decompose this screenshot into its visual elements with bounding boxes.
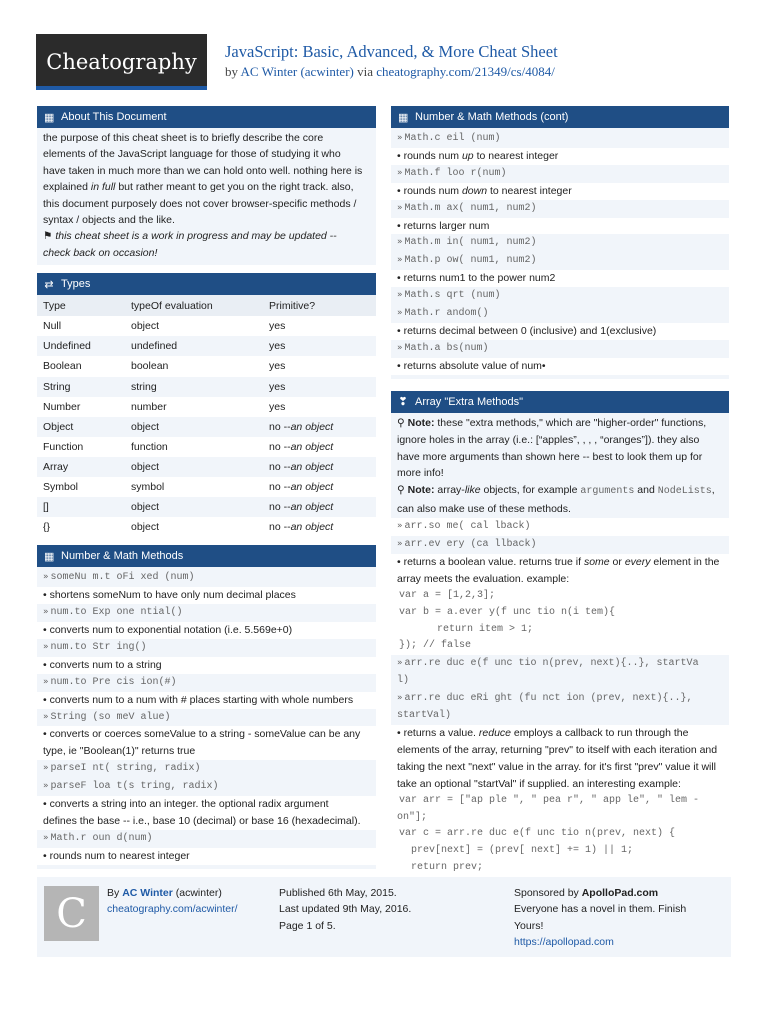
about-note-line: check back on occasion!	[43, 246, 158, 259]
table-cell	[263, 377, 376, 397]
method-signature	[43, 760, 370, 778]
table-cell: object	[125, 457, 263, 477]
about-line: syntax / objects and the like.	[43, 214, 175, 227]
table-cell	[263, 336, 376, 356]
array-note-line: more info!	[397, 467, 444, 480]
table-row	[37, 397, 376, 417]
code-text: arr.re duc eRi ght (fu nct ion (prev, next){..},	[404, 693, 693, 705]
table-cell: string	[125, 377, 263, 397]
chevron-right-icon: »	[43, 781, 49, 792]
code-text: parseF loa t(s tring, radix)	[50, 781, 219, 793]
description-line: take an optional "startVal" if supplied. an interesting example:	[391, 776, 729, 793]
method-signature	[397, 252, 723, 270]
method-description: • converts num to a num with # places starting with whole numbers	[37, 692, 376, 709]
note-text: objects, for example	[480, 484, 581, 497]
chevron-right-icon: »	[397, 693, 403, 704]
method-signature	[397, 234, 723, 252]
table-cell	[263, 316, 376, 336]
chevron-right-icon: »	[43, 607, 49, 618]
column-header: typeOf evaluation	[125, 295, 263, 316]
method-description: • converts a string into an integer. the optional radix argument	[37, 796, 376, 813]
cheatography-logo[interactable]: Cheatography	[36, 34, 207, 90]
method-description: • converts or coerces someValue to a string - someValue can be any	[37, 726, 376, 743]
chevron-right-icon: »	[397, 237, 403, 248]
code-text: parseI nt( string, radix)	[50, 763, 201, 775]
chevron-right-icon: »	[43, 676, 49, 687]
chevron-right-icon: »	[397, 202, 403, 213]
chevron-right-icon: »	[43, 832, 49, 843]
author-avatar[interactable]: C	[44, 886, 99, 941]
table-cell	[263, 437, 376, 457]
desc-emphasis: up	[461, 149, 474, 162]
chevron-right-icon: »	[397, 658, 403, 669]
code-line-wrap: l)	[397, 675, 410, 687]
description-line: array meets the evaluation. example:	[391, 571, 729, 588]
types-title: Types	[61, 278, 91, 291]
desc-emphasis: reduce	[478, 727, 511, 739]
code-text: Math.r oun d(num)	[50, 832, 153, 844]
table-row	[37, 477, 376, 497]
primitive-note: an object	[290, 481, 334, 494]
code-text: Math.a bs(num)	[404, 342, 489, 354]
about-section	[37, 106, 376, 265]
code-text: Math.r andom()	[404, 308, 489, 320]
chevron-right-icon: »	[397, 539, 403, 550]
desc-text: • rounds num	[397, 149, 462, 162]
sponsor-url[interactable]: https://apollopad.com	[514, 936, 614, 949]
page-header	[36, 34, 730, 90]
about-note	[43, 228, 370, 244]
desc-text: • returns a value.	[397, 727, 479, 739]
footer-sponsor	[514, 885, 686, 951]
sponsor-name[interactable]: ApolloPad.com	[581, 887, 659, 899]
method-signature	[397, 130, 723, 148]
note-label: Note:	[407, 416, 435, 429]
page-footer	[37, 877, 731, 957]
table-cell	[263, 417, 376, 437]
code-line	[391, 518, 729, 536]
math-cont-section	[391, 106, 729, 379]
about-line: elements of the JavaScript language for those of studying it who	[43, 148, 341, 161]
code-text: arr.so me( cal lback)	[404, 521, 531, 533]
table-cell: undefined	[125, 336, 263, 356]
about-line	[43, 179, 370, 195]
table-cell: object	[125, 417, 263, 437]
code-example-line: }); // false	[391, 638, 729, 655]
desc-text: employs a callback to run through the	[511, 727, 689, 739]
method-description: • converts num to a string	[37, 657, 376, 674]
method-description: type, ie "Boolean(1)" returns true	[37, 743, 376, 760]
code-text: Math.m ax( num1, num2)	[404, 202, 537, 214]
primitive-value: yes	[269, 320, 286, 333]
sponsor-tagline: Yours!	[514, 919, 544, 932]
method-signature	[397, 287, 723, 305]
description-line	[391, 554, 729, 571]
about-line: the purpose of this cheat sheet is to briefly describe the core	[43, 132, 324, 144]
math-header	[37, 545, 376, 567]
code-example-line: var arr = ["ap ple ", " pea r", " app le", " lem -	[391, 793, 729, 810]
note-emphasis: like	[464, 484, 481, 497]
desc-emphasis: some	[583, 555, 610, 568]
desc-text: • rounds num	[397, 184, 462, 197]
note-text: these "extra methods," which are "higher-order" functions,	[434, 416, 707, 429]
footer-author-link[interactable]: AC Winter	[122, 887, 173, 899]
primitive-value: yes	[269, 360, 286, 373]
lightbulb-icon: ⚲	[397, 416, 405, 429]
code-text: someNu m.t oFi xed (num)	[50, 572, 195, 584]
primitive-value: no --	[269, 440, 291, 453]
desc-text: to nearest integer	[487, 184, 572, 197]
array-note-line: can also make use of these methods.	[397, 503, 571, 516]
code-text: Math.c eil (num)	[404, 133, 501, 144]
code-line	[397, 536, 723, 554]
primitive-value: yes	[269, 340, 286, 353]
method-description: • shortens someNum to have only num decimal places	[37, 587, 376, 604]
code-text: Math.p ow( num1, num2)	[404, 255, 537, 267]
types-table	[37, 295, 376, 537]
sheet-url-link[interactable]: cheatography.com/21349/cs/4084/	[376, 64, 555, 79]
code-line	[397, 690, 723, 708]
code-example-line: return prev;	[391, 860, 729, 877]
table-cell: object	[125, 316, 263, 336]
code-line	[397, 655, 723, 673]
table-icon: ▦	[44, 550, 55, 563]
desc-text: element in the	[650, 555, 720, 568]
document-icon: ▦	[44, 111, 55, 124]
table-cell: []	[37, 497, 125, 517]
primitive-value: no --	[269, 501, 291, 514]
chevron-right-icon: »	[397, 308, 403, 319]
chevron-right-icon: »	[397, 255, 403, 266]
sponsor-tagline: Everyone has a novel in them. Finish	[514, 903, 687, 916]
code-line-wrap: startVal)	[397, 710, 452, 722]
page-title: JavaScript: Basic, Advanced, & More Cheat Sheet	[225, 42, 558, 61]
primitive-value: no --	[269, 420, 291, 433]
table-row	[37, 497, 376, 517]
primitive-value: yes	[269, 380, 286, 393]
table-cell: object	[125, 517, 263, 537]
code-text: Math.f loo r(num)	[404, 167, 507, 179]
sponsor-label: Sponsored by	[514, 887, 582, 899]
desc-emphasis: every	[624, 555, 651, 568]
about-text: explained	[43, 181, 88, 194]
primitive-value: no --	[269, 481, 291, 494]
about-emphasis: in full	[90, 181, 116, 194]
code-example-line: prev[next] = (prev[ next] += 1) || 1;	[391, 843, 729, 860]
table-cell	[263, 356, 376, 376]
table-cell	[263, 517, 376, 537]
table-cell	[263, 397, 376, 417]
method-signature	[397, 200, 723, 218]
table-cell: number	[125, 397, 263, 417]
table-cell: Function	[37, 437, 125, 457]
table-cell: Undefined	[37, 336, 125, 356]
table-cell	[263, 477, 376, 497]
code-example-line: var a = [1,2,3];	[391, 588, 729, 605]
about-text: but rather meant to get you on the right track. also,	[118, 181, 354, 194]
method-signature	[397, 165, 723, 183]
array-note-line: have more arguments than shown here -- best to look them up for	[397, 450, 703, 463]
byline-prefix: by	[225, 64, 238, 79]
primitive-note: an object	[290, 460, 334, 473]
table-row	[37, 377, 376, 397]
pin-icon: ⚑	[43, 230, 53, 243]
footer-dates	[279, 885, 411, 934]
chevron-right-icon: »	[43, 711, 49, 722]
inline-code: arguments	[580, 486, 635, 498]
table-row	[37, 417, 376, 437]
table-row	[37, 457, 376, 477]
method-description: • returns larger num	[391, 218, 729, 235]
right-column	[391, 106, 729, 889]
table-cell: String	[37, 377, 125, 397]
chevron-right-icon: »	[397, 167, 403, 178]
table-row	[37, 437, 376, 457]
footer-by: By	[107, 887, 120, 899]
table-cell: Object	[37, 417, 125, 437]
code-example-line: var b = a.ever y(f unc tio n(i tem){	[391, 605, 729, 622]
desc-text: or	[609, 555, 625, 568]
chevron-right-icon: »	[43, 641, 49, 652]
megaphone-icon: ❣	[398, 396, 408, 409]
table-cell: boolean	[125, 356, 263, 376]
method-signature	[43, 674, 370, 692]
code-text: String (so meV alue)	[50, 711, 171, 723]
math-title: Number & Math Methods	[61, 550, 184, 563]
chevron-right-icon: »	[397, 342, 403, 353]
code-text: num.to Exp one ntial()	[50, 607, 183, 619]
footer-author-url[interactable]: cheatography.com/acwinter/	[107, 903, 238, 916]
table-cell: Number	[37, 397, 125, 417]
about-line: have taken in much more than we can hold onto well. nothing here is	[43, 164, 363, 177]
code-text: Math.s qrt (num)	[404, 290, 501, 302]
table-row	[37, 336, 376, 356]
method-signature	[43, 709, 370, 727]
method-signature	[43, 778, 370, 796]
inline-code: NodeLists	[657, 486, 712, 498]
chevron-right-icon: »	[43, 763, 49, 774]
method-signature	[43, 639, 370, 657]
primitive-note: an object	[290, 440, 334, 453]
desc-text: • returns a boolean value. returns true if	[397, 555, 584, 568]
code-text: num.to Pre cis ion(#)	[50, 676, 177, 688]
table-row	[37, 316, 376, 336]
code-example-line: on"];	[391, 810, 729, 827]
method-signature	[397, 305, 723, 323]
array-header	[391, 391, 729, 413]
column-header: Type	[37, 295, 125, 316]
method-description	[391, 183, 729, 200]
primitive-value: no --	[269, 460, 291, 473]
table-cell: Symbol	[37, 477, 125, 497]
table-row	[37, 356, 376, 376]
chevron-right-icon: »	[397, 133, 403, 143]
note-text: array-	[434, 484, 465, 497]
code-example-line: var c = arr.re duc e(f unc tio n(prev, next) {	[391, 826, 729, 843]
math-cont-header	[391, 106, 729, 128]
types-header	[37, 273, 376, 295]
description-line: elements of the array, returning "prev" to itself with each iteration and	[391, 742, 729, 759]
table-icon: ▦	[398, 111, 409, 124]
logo-accent-bar	[36, 86, 207, 90]
chevron-right-icon: »	[43, 572, 49, 583]
table-cell: {}	[37, 517, 125, 537]
updated-date: Last updated 9th May, 2016.	[279, 903, 412, 916]
math-section	[37, 545, 376, 868]
table-cell: symbol	[125, 477, 263, 497]
primitive-note: an object	[290, 501, 334, 514]
method-description: • rounds num to nearest integer	[37, 848, 376, 865]
method-signature	[43, 830, 370, 848]
math-cont-title: Number & Math Methods (cont)	[415, 111, 569, 123]
table-cell: object	[125, 497, 263, 517]
method-description: • returns decimal between 0 (inclusive) and 1(exclusive)	[391, 323, 729, 340]
about-line: this document purposely does not cover browser-specific methods /	[43, 197, 357, 210]
note-text: ,	[711, 484, 715, 497]
byline	[225, 64, 555, 80]
description-line: taking the next "next" value in the array. for it's first "prev" value it will	[391, 759, 729, 776]
array-section	[391, 391, 729, 881]
method-description: defines the base -- i.e., base 10 (decimal) or base 16 (hexadecimal).	[37, 813, 376, 830]
table-cell	[263, 457, 376, 477]
method-signature	[43, 604, 370, 622]
desc-text: to nearest integer	[473, 149, 559, 162]
byline-via: via	[357, 64, 373, 79]
note-label: Note:	[407, 484, 435, 497]
about-title: About This Document	[61, 111, 167, 123]
code-text: arr.ev ery (ca llback)	[404, 539, 537, 551]
desc-emphasis: down	[461, 184, 488, 197]
table-cell: Boolean	[37, 356, 125, 376]
array-note-line: ignore holes in the array (i.e.: [“apples”, , , , “oranges”]). they also	[397, 433, 700, 446]
page-number: Page 1 of 5.	[279, 919, 336, 932]
code-example-line: return item > 1;	[391, 622, 729, 639]
published-date: Published 6th May, 2015.	[279, 887, 397, 899]
footer-handle: (acwinter)	[172, 887, 222, 899]
method-description: • converts num to exponential notation (i.e. 5.569e+0)	[37, 622, 376, 639]
method-signature	[43, 569, 370, 587]
chevron-right-icon: »	[397, 521, 403, 532]
primitive-note: an object	[290, 420, 334, 433]
author-link[interactable]: AC Winter (acwinter)	[240, 64, 354, 79]
column-header: Primitive?	[263, 295, 376, 316]
table-cell: Null	[37, 316, 125, 336]
lightbulb-icon: ⚲	[397, 484, 405, 497]
method-description: • returns num1 to the power num2	[391, 270, 729, 287]
left-column	[37, 106, 376, 877]
code-text: arr.re duc e(f unc tio n(prev, next){..}, startVa	[404, 658, 699, 670]
table-cell: function	[125, 437, 263, 457]
primitive-value: yes	[269, 400, 286, 413]
code-text: num.to Str ing()	[50, 641, 147, 653]
note-text: and	[634, 484, 658, 497]
code-text: Math.m in( num1, num2)	[404, 237, 537, 249]
primitive-note: an object	[290, 521, 334, 534]
table-cell: Array	[37, 457, 125, 477]
method-description: • returns absolute value of num•	[391, 358, 729, 375]
description-line	[391, 725, 729, 742]
about-header	[37, 106, 376, 128]
array-note	[397, 482, 723, 501]
note-text: this cheat sheet is a work in progress and may be updated --	[55, 230, 337, 243]
types-section	[37, 273, 376, 537]
table-cell	[263, 497, 376, 517]
chevron-right-icon: »	[397, 290, 403, 301]
array-note	[397, 415, 723, 432]
method-description	[391, 148, 729, 165]
method-signature	[397, 340, 723, 358]
swap-icon: ⇄	[44, 278, 54, 291]
footer-author	[107, 885, 238, 918]
primitive-value: no --	[269, 521, 291, 534]
array-title: Array "Extra Methods"	[415, 395, 524, 408]
table-row	[37, 517, 376, 537]
